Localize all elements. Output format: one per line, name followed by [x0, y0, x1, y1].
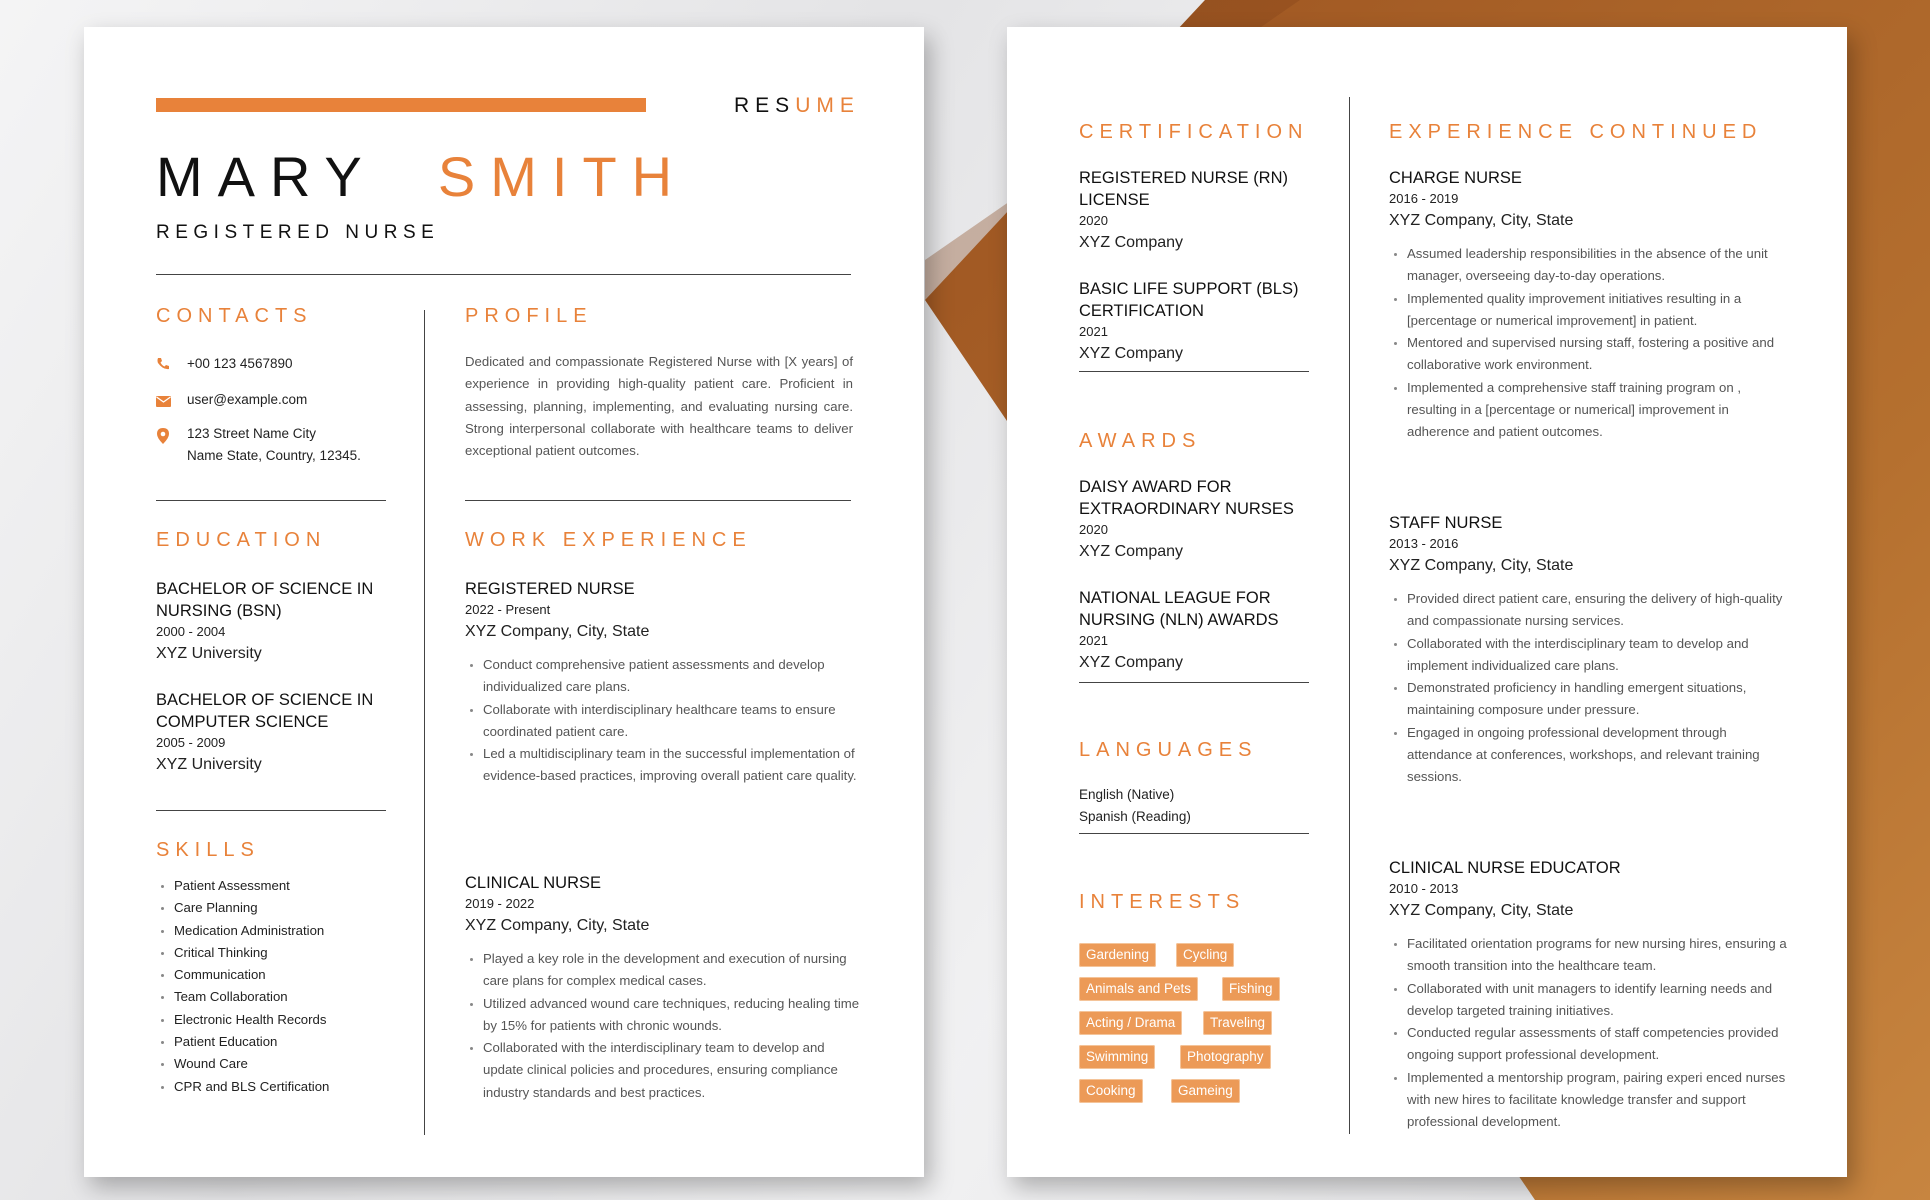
work-company: XYZ Company, City, State: [465, 623, 650, 640]
skill-item: • Team Collaboration: [174, 986, 329, 1008]
education-item: [156, 689, 396, 777]
languages-divider: [1079, 833, 1309, 834]
last-name: SMITH: [437, 145, 688, 208]
experience-bullet: • Collaborated with unit managers to identify learning needs and develop targeted training initiatives.: [1407, 978, 1789, 1023]
interest-tag: Gardening: [1079, 943, 1156, 967]
experience-company: XYZ Company, City, State: [1389, 212, 1574, 229]
experience-item: [1389, 512, 1789, 789]
certification-title: BASIC LIFE SUPPORT (BLS) CERTIFICATION: [1079, 280, 1299, 320]
education-years: 2005 - 2009: [156, 735, 226, 750]
accent-bar: [156, 98, 646, 112]
experience-bullet: • Conducted regular assessments of staff competencies provided ongoing support professional development.: [1407, 1022, 1789, 1067]
profile-divider: [465, 500, 851, 501]
award-org: XYZ Company: [1079, 543, 1184, 560]
skill-item: • Care Planning: [174, 897, 329, 919]
certification-org: XYZ Company: [1079, 345, 1184, 362]
experience-bullet: • Provided direct patient care, ensuring the delivery of high-quality and compassionate nursing services.: [1407, 588, 1789, 633]
location-icon: [157, 428, 169, 444]
experience-bullet: • Implemented quality improvement initiatives resulting in a [percentage or numerical improvement] in patient.: [1407, 288, 1789, 333]
school: XYZ University: [156, 756, 262, 773]
education-heading: EDUCATION: [156, 529, 327, 551]
work-item: [465, 872, 860, 1104]
experience-title: CHARGE NURSE: [1389, 169, 1522, 187]
profile-text: Dedicated and compassionate Registered Nurse with [X years] of experience in providing high-quality patient care. Proficient in assessing, planning, implementing, and evaluating nursing care. Strong interpersonal collaborate with healthcare teams to deliver exceptional patient outcomes.: [465, 354, 853, 459]
column-divider: [424, 310, 425, 1135]
experience-bullet: • Assumed leadership responsibilities in the absence of the unit manager, overseeing day-to-day operations.: [1407, 243, 1789, 288]
experience-continued-heading: EXPERIENCE CONTINUED: [1389, 121, 1763, 143]
interest-tag: Swimming: [1079, 1045, 1155, 1069]
skill-item: • CPR and BLS Certification: [174, 1076, 329, 1098]
resume-label-accent: UME: [795, 94, 860, 117]
work-bullet: • Collaborated with the interdisciplinary team to develop and update clinical policies and procedures, ensuring compliance industry standards and best practices.: [483, 1037, 860, 1104]
awards-divider: [1079, 682, 1309, 683]
phone-icon: [156, 357, 170, 371]
interest-tag: Animals and Pets: [1079, 977, 1198, 1001]
work-years: 2022 - Present: [465, 602, 551, 617]
experience-bullet: • Implemented a mentorship program, pairing experi enced nurses with new hires to facilitate knowledge transfer and support professional development.: [1407, 1067, 1789, 1134]
email-address: user@example.com: [187, 392, 308, 407]
work-company: XYZ Company, City, State: [465, 917, 650, 934]
skill-item: • Critical Thinking: [174, 942, 329, 964]
skill-item: • Medication Administration: [174, 920, 329, 942]
certification-org: XYZ Company: [1079, 234, 1184, 251]
contacts-heading: CONTACTS: [156, 305, 313, 327]
experience-title: CLINICAL NURSE EDUCATOR: [1389, 859, 1621, 877]
experience-title: STAFF NURSE: [1389, 514, 1503, 532]
skill-item: • Communication: [174, 964, 329, 986]
interest-tag: Cycling: [1176, 943, 1234, 967]
skills-heading: SKILLS: [156, 839, 260, 861]
award-year: 2020: [1079, 522, 1108, 537]
resume-page-1: [84, 27, 924, 1177]
work-title: CLINICAL NURSE: [465, 874, 602, 892]
full-name: [156, 144, 687, 210]
certification-item: [1079, 278, 1319, 366]
work-years: 2019 - 2022: [465, 896, 535, 911]
interest-tag: Traveling: [1203, 1011, 1272, 1035]
contacts-divider: [156, 500, 386, 501]
experience-bullet: • Collaborated with the interdisciplinary team to develop and implement individualized care plans.: [1407, 633, 1789, 678]
experience-bullet: • Implemented a comprehensive staff training program on , resulting in a [percentage or numerical] improvement in adherence and patient outcomes.: [1407, 377, 1789, 444]
certification-title: REGISTERED NURSE (RN) LICENSE: [1079, 169, 1289, 209]
header-divider: [156, 274, 851, 275]
languages-heading: LANGUAGES: [1079, 739, 1258, 761]
education-years: 2000 - 2004: [156, 624, 226, 639]
experience-bullets: [1389, 588, 1789, 789]
profile-heading: PROFILE: [465, 305, 593, 327]
degree: BACHELOR OF SCIENCE IN NURSING (BSN): [156, 580, 374, 620]
experience-years: 2013 - 2016: [1389, 536, 1459, 551]
phone-number: +00 123 4567890: [187, 356, 293, 371]
work-bullet: • Played a key role in the development and execution of nursing care plans for complex medical cases.: [483, 948, 860, 993]
award-org: XYZ Company: [1079, 654, 1184, 671]
experience-company: XYZ Company, City, State: [1389, 557, 1574, 574]
experience-bullet: • Mentored and supervised nursing staff, fostering a positive and collaborative work environment.: [1407, 332, 1789, 377]
interest-tag: Gameing: [1171, 1079, 1240, 1103]
work-bullet: • Led a multidisciplinary team in the successful implementation of evidence-based practices, improving overall patient care quality.: [483, 743, 860, 788]
experience-bullet: • Engaged in ongoing professional development through attendance at conferences, workshops, and relevant training sessions.: [1407, 722, 1789, 789]
interest-tag: Cooking: [1079, 1079, 1143, 1103]
column-divider: [1349, 97, 1350, 1134]
work-title: REGISTERED NURSE: [465, 580, 635, 598]
work-bullet: • Utilized advanced wound care techniques, reducing healing time by 15% for patients with chronic wounds.: [483, 993, 860, 1038]
degree: BACHELOR OF SCIENCE IN COMPUTER SCIENCE: [156, 691, 374, 731]
resume-page-2: [1007, 27, 1847, 1177]
award-title: DAISY AWARD FOR EXTRAORDINARY NURSES: [1079, 478, 1294, 518]
experience-item: [1389, 857, 1789, 1134]
award-item: [1079, 476, 1319, 564]
experience-bullets: [1389, 933, 1789, 1134]
certification-item: [1079, 167, 1319, 255]
certification-year: 2020: [1079, 213, 1108, 228]
skill-item: • Electronic Health Records: [174, 1009, 329, 1031]
first-name: MARY: [156, 145, 377, 208]
award-item: [1079, 587, 1319, 675]
job-title: REGISTERED NURSE: [156, 222, 440, 243]
skill-item: • Patient Assessment: [174, 875, 329, 897]
address-line-2: Name State, Country, 12345.: [187, 448, 361, 463]
skill-item: • Wound Care: [174, 1053, 329, 1075]
interests-heading: INTERESTS: [1079, 891, 1246, 913]
work-bullet: • Conduct comprehensive patient assessments and develop individualized care plans.: [483, 654, 860, 699]
language-item: Spanish (Reading): [1079, 809, 1191, 824]
work-bullets: [465, 654, 860, 788]
experience-bullets: [1389, 243, 1789, 444]
certification-divider: [1079, 371, 1309, 372]
experience-bullet: • Facilitated orientation programs for new nursing hires, ensuring a smooth transition into the healthcare team.: [1407, 933, 1789, 978]
experience-item: [1389, 167, 1789, 444]
experience-years: 2016 - 2019: [1389, 191, 1459, 206]
certification-heading: CERTIFICATION: [1079, 121, 1309, 143]
address-line-1: 123 Street Name City: [187, 426, 317, 441]
certification-year: 2021: [1079, 324, 1108, 339]
education-divider: [156, 810, 386, 811]
awards-heading: AWARDS: [1079, 430, 1202, 452]
resume-label: [734, 94, 860, 118]
resume-label-dark: RES: [734, 94, 796, 117]
work-bullet: • Collaborate with interdisciplinary healthcare teams to ensure coordinated patient care.: [483, 699, 860, 744]
skill-item: • Patient Education: [174, 1031, 329, 1053]
experience-company: XYZ Company, City, State: [1389, 902, 1574, 919]
award-year: 2021: [1079, 633, 1108, 648]
work-bullets: [465, 948, 860, 1104]
skills-list: [156, 875, 329, 1098]
address: [187, 423, 361, 467]
interest-tag: Photography: [1180, 1045, 1271, 1069]
award-title: NATIONAL LEAGUE FOR NURSING (NLN) AWARDS: [1079, 589, 1279, 629]
email-icon: [156, 394, 171, 405]
education-item: [156, 578, 396, 666]
work-item: [465, 578, 860, 788]
experience-years: 2010 - 2013: [1389, 881, 1459, 896]
interest-tag: Fishing: [1222, 977, 1280, 1001]
interest-tag: Acting / Drama: [1079, 1011, 1182, 1035]
school: XYZ University: [156, 645, 262, 662]
work-experience-heading: WORK EXPERIENCE: [465, 529, 752, 551]
experience-bullet: • Demonstrated proficiency in handling emergent situations, maintaining composure under pressure.: [1407, 677, 1789, 722]
languages-list: [1079, 784, 1191, 828]
language-item: English (Native): [1079, 787, 1175, 802]
